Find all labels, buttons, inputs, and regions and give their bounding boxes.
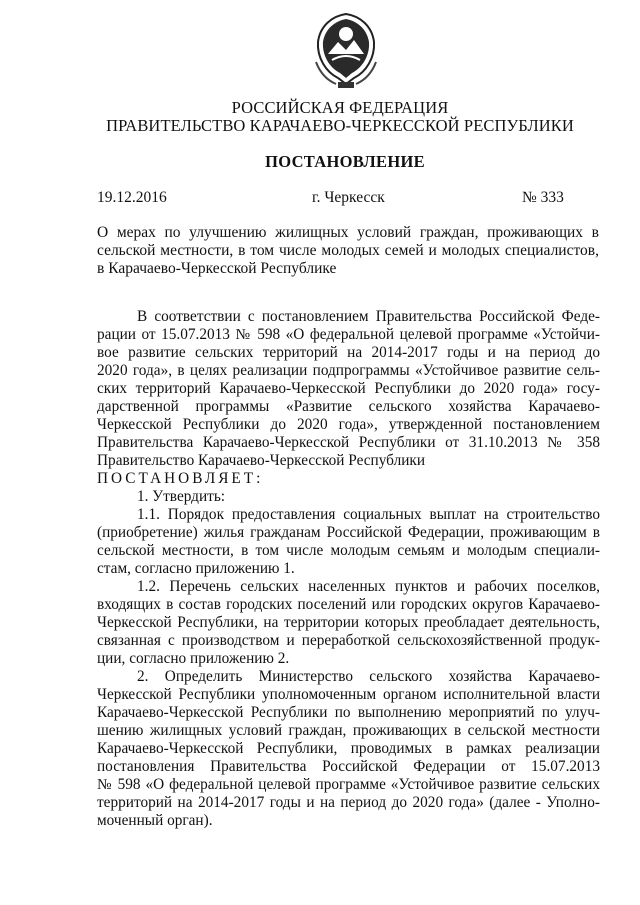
document-subject — [97, 224, 599, 278]
subject-line: в Карачаево-Черкесской Республике — [97, 260, 337, 277]
body-line: 1. Утвердить: — [137, 488, 226, 505]
country-heading: РОССИЙСКАЯ ФЕДЕРАЦИЯ — [231, 98, 449, 117]
document-date: 19.12.2016 — [97, 189, 167, 206]
body-line: 2020 года», в целях реализации подпрограммы «Устойчивое развитие сель- — [97, 362, 600, 379]
body-line: сельской местности, в том числе молодым семьям и молодым специали- — [97, 542, 600, 559]
coat-of-arms-emblem — [312, 12, 380, 90]
body-line: стам, согласно приложению 1. — [97, 560, 295, 577]
body-line: Черкесской Республики уполномоченным органом исполнительной власти — [97, 686, 600, 703]
government-heading: ПРАВИТЕЛЬСТВО КАРАЧАЕВО-ЧЕРКЕССКОЙ РЕСПУБЛИКИ — [106, 116, 574, 135]
body-line: постановления Правительства Российской Федерации от 15.07.2013 — [97, 758, 600, 775]
body-line: территорий на 2014-2017 годы и на период до 2020 года» (далее - Уполно- — [97, 794, 600, 811]
body-line: № 598 «О федеральной целевой программе «Устойчивое развитие сельских — [97, 776, 600, 793]
body-line: Черкесской Республики до 2020 года», утвержденной постановлением — [97, 416, 600, 433]
body-line: Карачаево-Черкесской Республики по выполнению мероприятий по улуч- — [97, 704, 600, 721]
body-line: (приобретение) жилья гражданам Российской Федерации, проживающим в — [97, 524, 600, 541]
body-line: шению жилищных условий граждан, проживающих в сельской местности — [97, 722, 600, 739]
document-type-title: ПОСТАНОВЛЕНИЕ — [265, 152, 425, 171]
document-city: г. Черкесск — [312, 189, 385, 206]
body-line: Правительство Карачаево-Черкесской Республики — [97, 452, 426, 469]
body-line: ских территорий Карачаево-Черкесской Республики до 2020 года» госу- — [97, 380, 600, 397]
subject-line: сельской местности, в том числе молодых семей и молодых специалистов, — [97, 242, 599, 259]
document-body — [97, 308, 600, 830]
resolution-keyword: ПОСТАНОВЛЯЕТ: — [97, 470, 264, 487]
document-number: № 333 — [522, 189, 564, 206]
body-line: входящих в состав городских поселений или городских округов Карачаево- — [97, 596, 600, 613]
body-line: Карачаево-Черкесской Республики, проводимых в рамках реализации — [97, 740, 600, 757]
body-line: ции, согласно приложению 2. — [97, 650, 290, 667]
body-line: Черкесской Республики, на территории которых преобладает деятельность, — [97, 614, 600, 631]
body-line: Правительства Карачаево-Черкесской Республики от 31.10.2013 № 358 — [97, 434, 600, 451]
body-line: 1.2. Перечень сельских населенных пунктов и рабочих поселков, — [137, 578, 600, 595]
body-line: дарственной программы «Развитие сельского хозяйства Карачаево- — [97, 398, 600, 415]
body-line: вое развитие сельских территорий на 2014-2017 годы и на период до — [97, 344, 600, 361]
body-line: связанная с производством и переработкой сельскохозяйственной продук- — [97, 632, 600, 649]
subject-line: О мерах по улучшению жилищных условий граждан, проживающих в — [97, 224, 599, 241]
body-line: 1.1. Порядок предоставления социальных выплат на строительство — [137, 506, 600, 523]
body-line: рации от 15.07.2013 № 598 «О федеральной целевой программе «Устойчи- — [97, 326, 600, 343]
body-line: 2. Определить Министерство сельского хозяйства Карачаево- — [137, 668, 600, 685]
body-line: В соответствии с постановлением Правительства Российской Феде- — [137, 308, 600, 325]
body-line: моченный орган). — [97, 812, 213, 829]
